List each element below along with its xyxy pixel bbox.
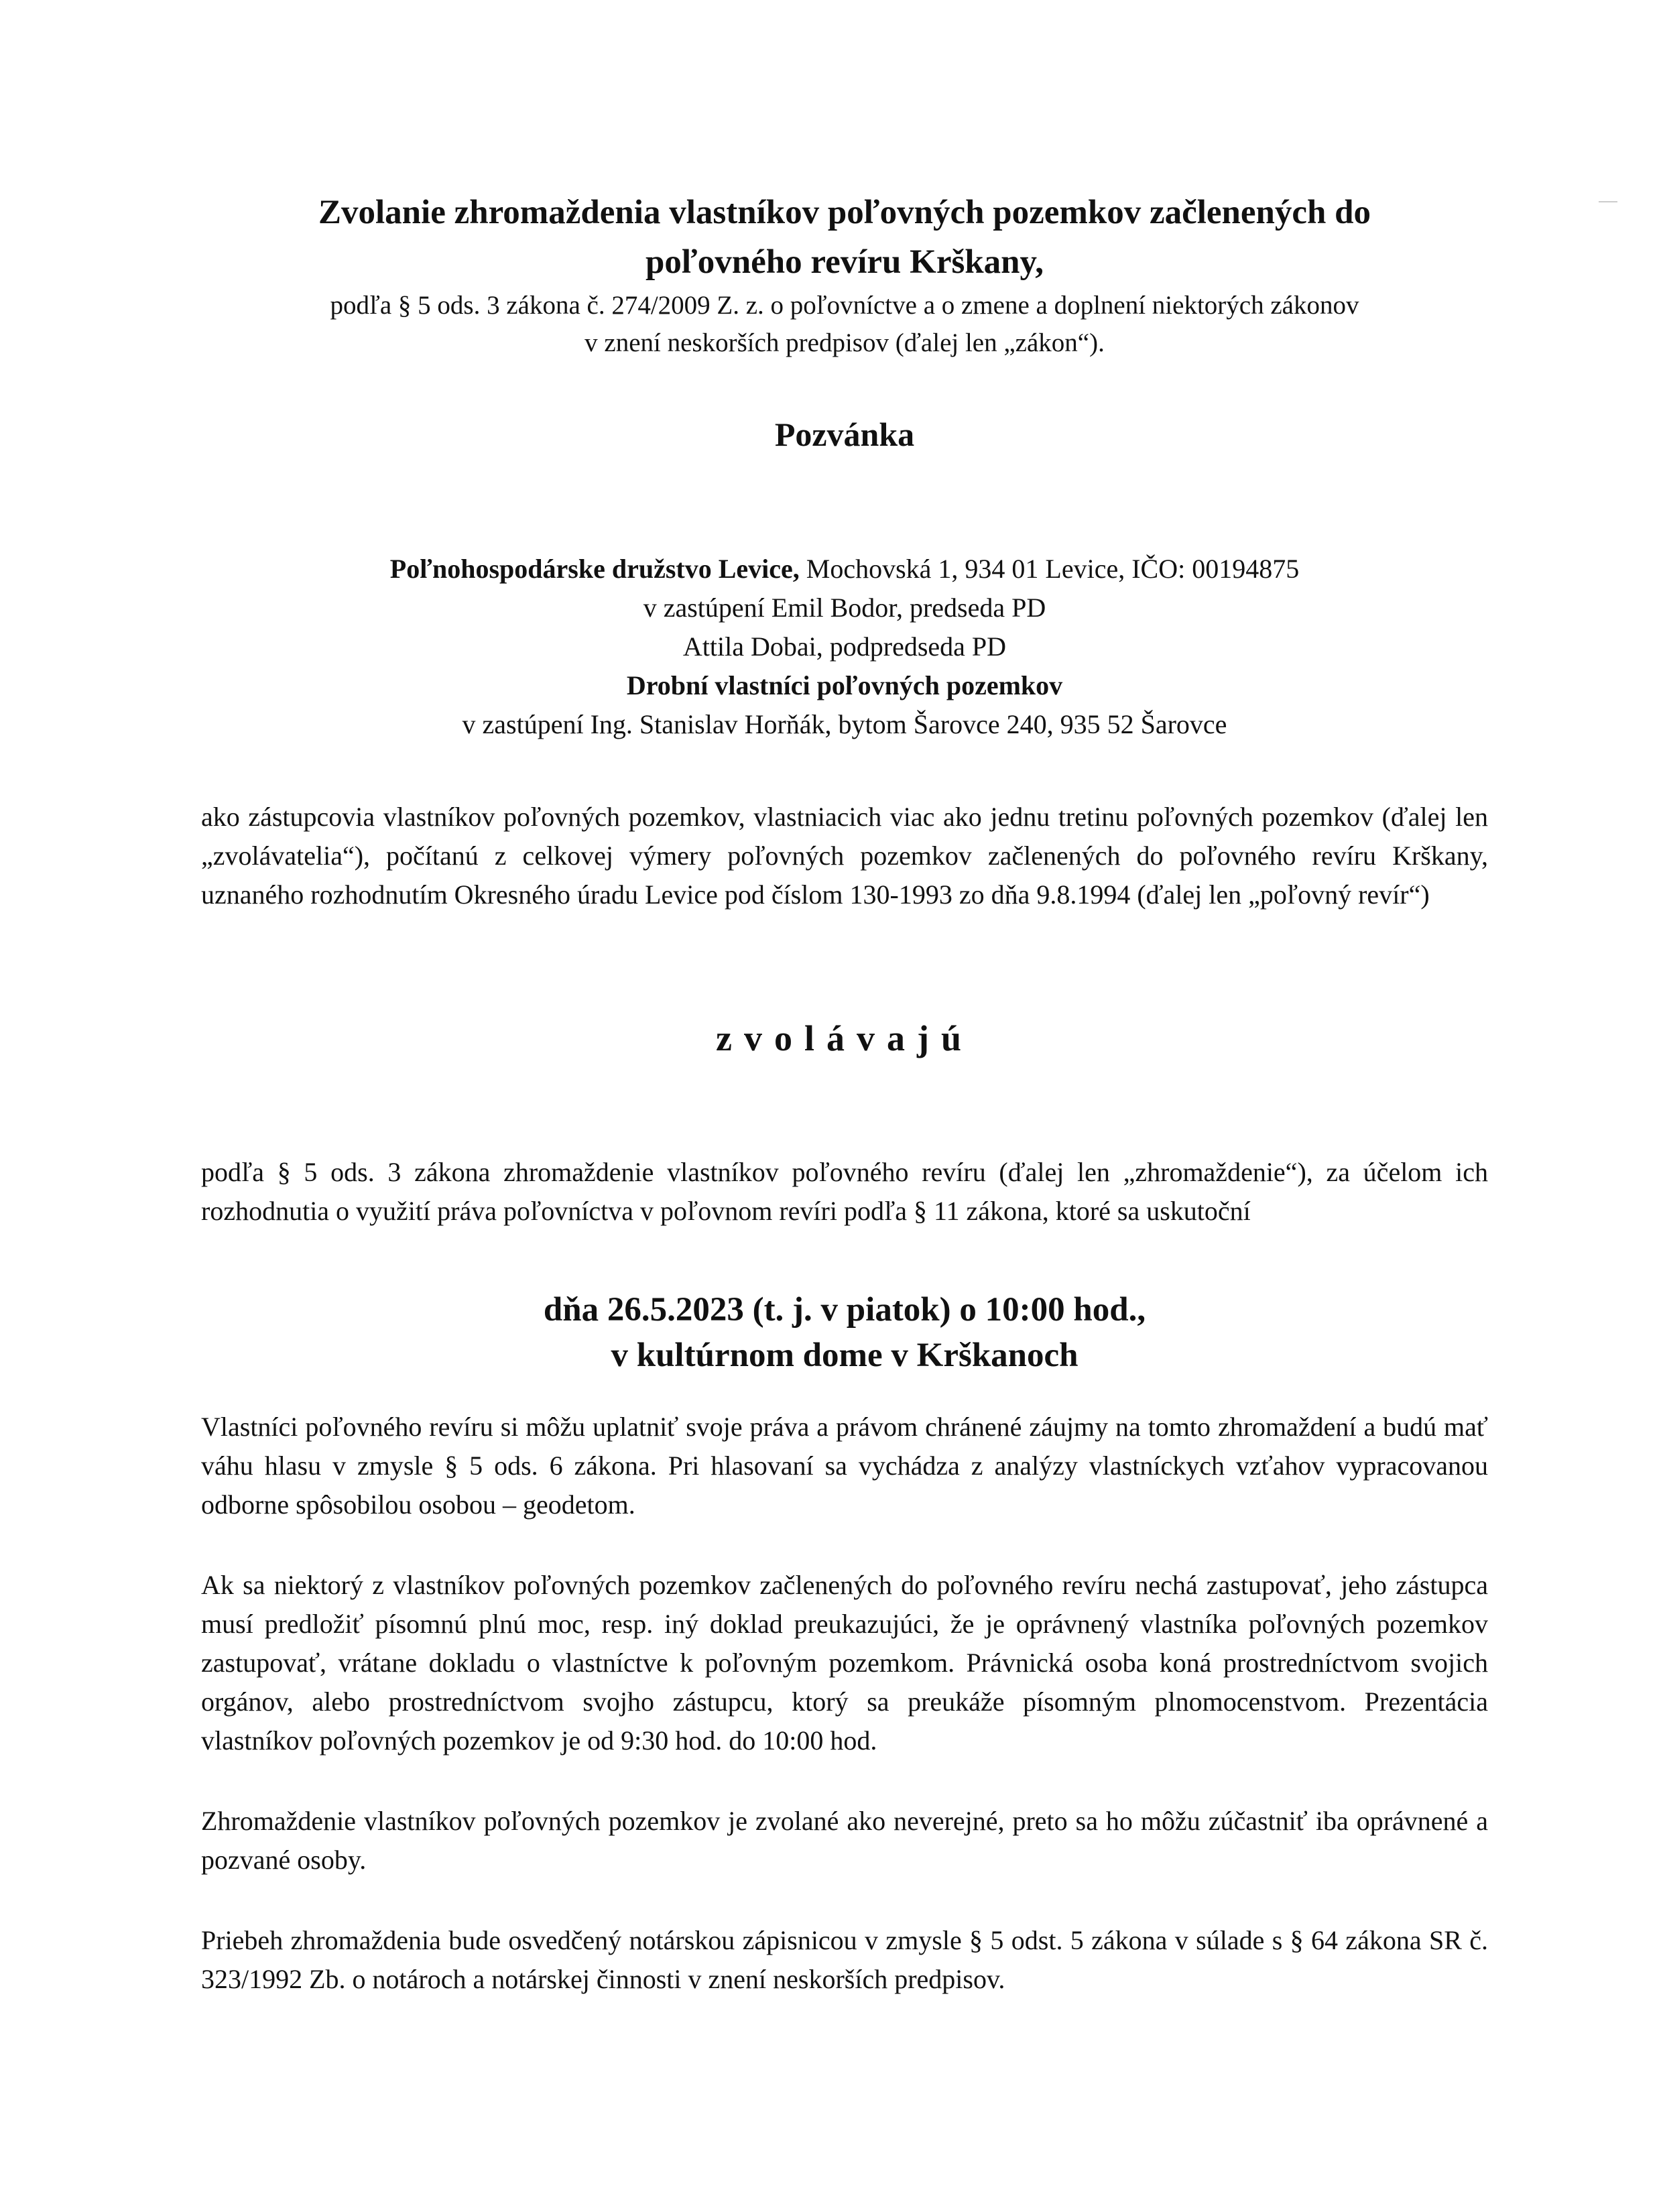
meeting-date: dňa 26.5.2023 (t. j. v piatok) o 10:00 hod.,	[543, 1291, 1146, 1329]
invitation-heading: Pozvánka	[774, 416, 915, 453]
organizer-address: Mochovská 1, 934 01 Levice, IČO: 00194875	[799, 554, 1300, 584]
purpose-paragraph: podľa § 5 ods. 3 zákona zhromaždenie vlastníkov poľovného revíru (ďalej len „zhromaždenie“), za účelom ich rozhodnutia o využití práva poľovníctva v poľovnom revíri podľa § 11 zákona, ktoré sa uskutoční	[201, 1157, 1488, 1226]
meeting-details	[201, 1287, 1488, 1378]
organizer-name: Poľnohospodárske družstvo Levice,	[389, 554, 800, 584]
law-reference-line-2: v znení neskorších predpisov (ďalej len „zákon“).	[584, 328, 1105, 357]
representative-1: v zastúpení Emil Bodor, predseda PD	[643, 593, 1046, 623]
small-owners-heading: Drobní vlastníci poľovných pozemkov	[626, 670, 1063, 700]
representative-3: v zastúpení Ing. Stanislav Horňák, bytom Šarovce 240, 935 52 Šarovce	[462, 709, 1227, 739]
voting-paragraph: Vlastníci poľovného revíru si môžu uplatniť svoje práva a právom chránené záujmy na tomto zhromaždení a budú mať váhu hlasu v zmysle § 5 ods. 6 zákona. Pri hlasovaní sa vychádza z analýzy vlastníckych vzťahov vypracovanou odborne spôsobilou osobou – geodetom.	[201, 1412, 1488, 1520]
organizer-line	[201, 550, 1488, 589]
representative-2: Attila Dobai, podpredseda PD	[682, 631, 1007, 662]
scan-mark	[1599, 201, 1617, 202]
convene-word: zvolávajú	[716, 1018, 973, 1058]
organizers-block	[201, 550, 1488, 744]
notary-paragraph: Priebeh zhromaždenia bude osvedčený notárskou zápisnicou v zmysle § 5 odst. 5 zákona v súlade s § 64 zákona SR č. 323/1992 Zb. o notároch a notárskej činnosti v znení neskorších predpisov.	[201, 1925, 1488, 1994]
meeting-place: v kultúrnom dome v Krškanoch	[611, 1337, 1079, 1374]
representation-paragraph: Ak sa niektorý z vlastníkov poľovných pozemkov začlenených do poľovného revíru nechá zastupovať, jeho zástupca musí predložiť písomnú plnú moc, resp. iný doklad preukazujúci, že je oprávnený vlastníka poľovných pozemkov zastupovať, vrátane dokladu o vlastníctve k poľovným pozemkom. Právnická osoba koná prostredníctvom svojich orgánov, alebo prostredníctvom svojho zástupcu, ktorý sa preukáže písomným plnomocenstvom. Prezentácia vlastníkov poľovných pozemkov je od 9:30 hod. do 10:00 hod.	[201, 1570, 1488, 1756]
closed-meeting-paragraph: Zhromaždenie vlastníkov poľovných pozemkov je zvolané ako neverejné, preto sa ho môžu zúčastniť iba oprávnené a pozvané osoby.	[201, 1806, 1488, 1875]
title-line-1: Zvolanie zhromaždenia vlastníkov poľovných pozemkov začlenených do	[318, 194, 1371, 231]
document-header	[201, 188, 1488, 362]
law-reference-line-1: podľa § 5 ods. 3 zákona č. 274/2009 Z. z. o poľovníctve a o zmene a doplnení niektorých zákonov	[330, 291, 1359, 320]
document-page	[201, 188, 1488, 1999]
title-line-2: poľovného revíru Krškany,	[645, 243, 1044, 281]
intro-paragraph: ako zástupcovia vlastníkov poľovných pozemkov, vlastniacich viac ako jednu tretinu poľovných pozemkov (ďalej len „zvolávatelia“), počítanú z celkovej výmery poľovných pozemkov začlenených do poľovného revíru Krškany, uznaného rozhodnutím Okresného úradu Levice pod číslom 130-1993 zo dňa 9.8.1994 (ďalej len „poľovný revír“)	[201, 802, 1488, 910]
